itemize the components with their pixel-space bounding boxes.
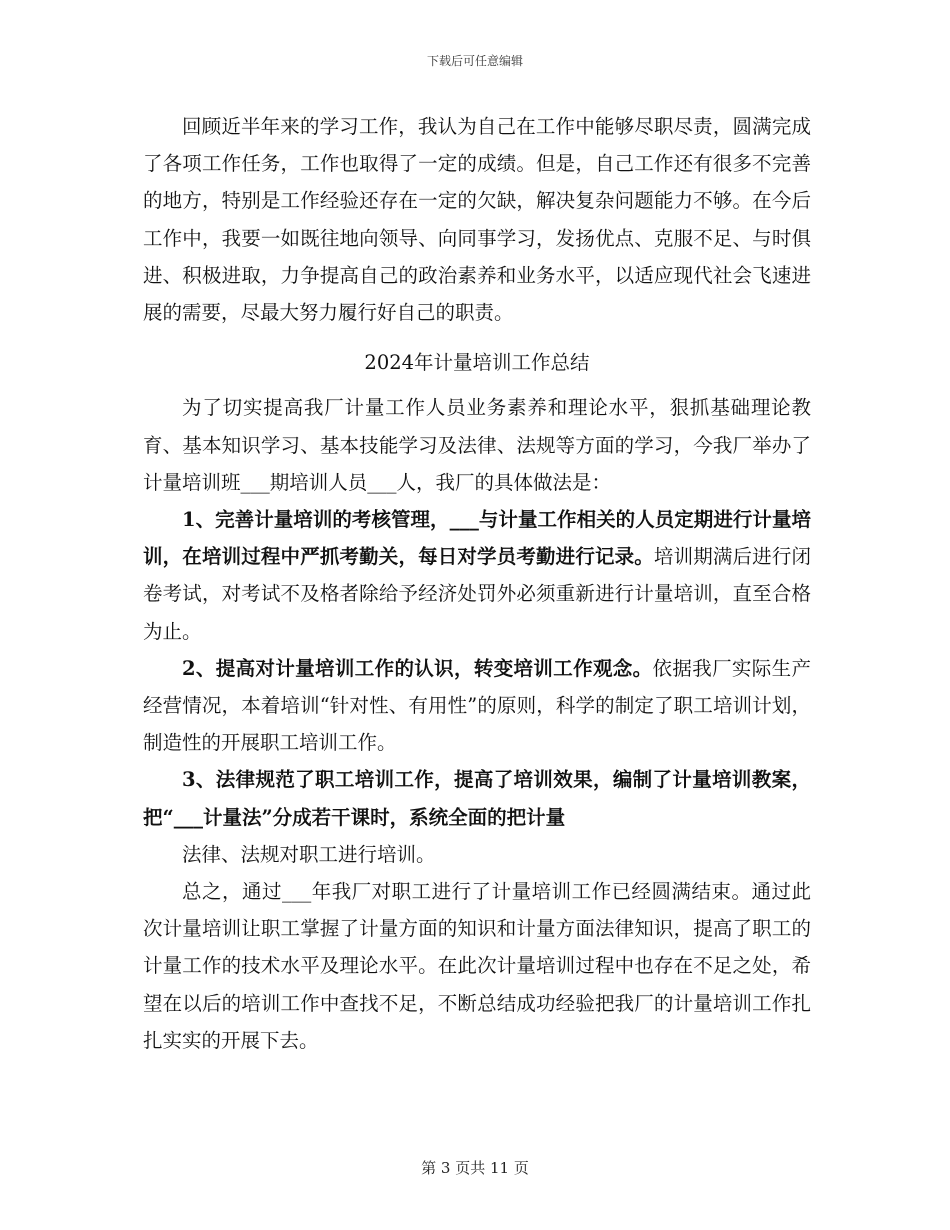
point-1-body: 培训期满后进行闭卷考试，对考试不及格者除给予经济处罚外必须重新进行计量培训，直至合格为止。 [143,545,811,643]
summary-paragraph: 总之，通过___年我厂对职工进行了计量培训工作已经圆满结束。通过此次计量培训让职工掌握了计量方面的知识和计量方面法律知识，提高了职工的计量工作的技术水平及理论水平。在此次计量培训过程中也存在不足之处，希望在以后的培训工作中查找不足，不断总结成功经验把我厂的计量培训工作扎扎实实的开展下去。 [143,880,811,1052]
point-2-body: 依据我厂实际生产经营情况，本着培训“针对性、有用性”的原则，科学的制定了职工培训计划，制造性的开展职工培训工作。 [143,656,811,755]
intro-paragraph: 回顾近半年来的学习工作，我认为自己在工作中能够尽职尽责，圆满完成了各项工作任务，工作也取得了一定的成绩。但是，自己工作还有很多不完善的地方，特别是工作经验还存在一定的欠缺，解决复杂问题能力不够。在今后工作中，我要一如既往地向领导、向同事学习，发扬优点、克服不足、与时俱进、积极进取，力争提高自己的政治素养和业务水平，以适应现代社会飞速进展的需要，尽最大努力履行好自己的职责。 [143,115,811,325]
point-2-heading: 2、提高对计量培训工作的认识，转变培训工作观念。 [182,656,653,680]
continuation-line: 法律、法规对职工进行培训。 [182,842,436,866]
point-2 [143,650,811,762]
point-3-heading: 3、法律规范了职工培训工作，提高了培训效果，编制了计量培训教案，把“___计量法”分成若干课时，系统全面的把计量 [143,768,811,829]
point-1 [143,501,811,650]
page-footer: 第 3 页共 11 页 [421,1159,529,1177]
point-1-heading: 1、完善计量培训的考核管理，___与计量工作相关的人员定期进行计量培训，在培训过程中严抓考勤关，每日对学员考勤进行记录。 [143,508,811,569]
page-header: 下载后可任意编辑 [426,54,523,68]
point-3 [143,761,811,835]
section-title: 2024年计量培训工作总结 [364,351,590,375]
opening-paragraph: 为了切实提高我厂计量工作人员业务素养和理论水平，狠抓基础理论教育、基本知识学习、基本技能学习及法律、法规等方面的学习，今我厂举办了计量培训班___期培训人员___人，我厂的具体做法是： [143,396,811,494]
document-body [143,108,811,1059]
